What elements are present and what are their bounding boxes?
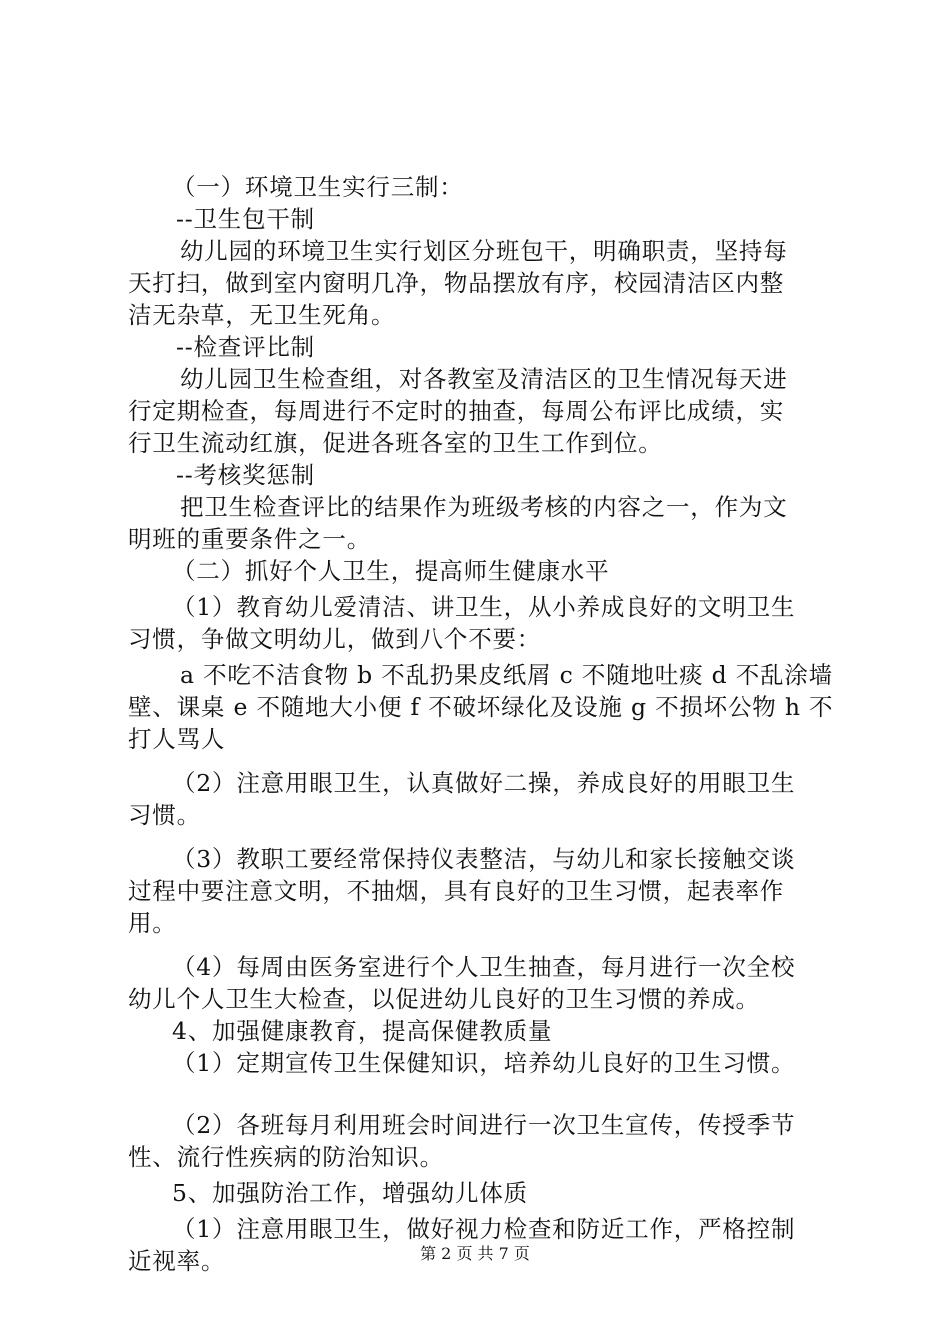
section-heading: 4、加强健康教育，提高保健教质量	[172, 1017, 553, 1045]
paragraph-line: 把卫生检查评比的结果作为班级考核的内容之一，作为文	[180, 493, 788, 521]
paragraph-line: 行卫生流动红旗，促进各班各室的卫生工作到位。	[128, 429, 663, 457]
paragraph-line: 用。	[128, 909, 177, 937]
document-body	[128, 171, 834, 1277]
paragraph-line: 习惯，争做文明幼儿，做到八个不要：	[128, 625, 542, 653]
paragraph-line: （2）各班每月利用班会时间进行一次卫生宣传，传授季节	[172, 1111, 796, 1139]
paragraph-line: 过程中要注意文明，不抽烟，具有良好的卫生习惯，起表率作	[128, 877, 785, 905]
paragraph-line: 习惯。	[128, 801, 201, 829]
paragraph-line: （1）注意用眼卫生，做好视力检查和防近工作，严格控制	[172, 1215, 796, 1243]
subsection-heading: --卫生包干制	[176, 205, 315, 233]
paragraph-line: （2）注意用眼卫生，认真做好二操，养成良好的用眼卫生	[172, 769, 796, 797]
paragraph-line: （1）教育幼儿爱清洁、讲卫生，从小养成良好的文明卫生	[172, 593, 796, 621]
paragraph-line: （4）每周由医务室进行个人卫生抽查，每月进行一次全校	[172, 953, 796, 981]
paragraph-line: 明班的重要条件之一。	[128, 525, 371, 553]
paragraph-line: 洁无杂草，无卫生死角。	[128, 301, 396, 329]
subsection-heading: --检查评比制	[176, 333, 315, 361]
list-item-line: a 不吃不洁食物 b 不乱扔果皮纸屑 c 不随地吐痰 d 不乱涂墙	[180, 661, 833, 689]
paragraph-line: 幼儿园卫生检查组，对各教室及清洁区的卫生情况每天进	[180, 365, 788, 393]
subsection-heading: --考核奖惩制	[176, 461, 315, 489]
paragraph-line: （1）定期宣传卫生保健知识，培养幼儿良好的卫生习惯。	[172, 1049, 796, 1077]
paragraph-line: 幼儿个人卫生大检查，以促进幼儿良好的卫生习惯的养成。	[128, 985, 760, 1013]
paragraph-line: 行定期检查，每周进行不定时的抽查，每周公布评比成绩，实	[128, 397, 785, 425]
paragraph-line: 性、流行性疾病的防治知识。	[128, 1143, 444, 1171]
section-heading: 5、加强防治工作，增强幼儿体质	[172, 1179, 528, 1207]
paragraph-line: 幼儿园的环境卫生实行划区分班包干，明确职责，坚持每	[180, 237, 788, 265]
list-item-line: 壁、课桌 e 不随地大小便 f 不破坏绿化及设施 g 不损坏公物 h 不	[128, 693, 834, 721]
list-item-line: 打人骂人	[128, 725, 226, 753]
section-heading: （一）环境卫生实行三制：	[172, 173, 464, 201]
page-number-footer: 第 2 页 共 7 页	[420, 1244, 530, 1263]
paragraph-line: 天打扫，做到室内窗明几净，物品摆放有序，校园清洁区内整	[128, 269, 785, 297]
section-heading: （二）抓好个人卫生，提高师生健康水平	[172, 557, 610, 585]
paragraph-line: （3）教职工要经常保持仪表整洁，与幼儿和家长接触交谈	[172, 845, 796, 873]
paragraph-line: 近视率。	[128, 1247, 226, 1275]
